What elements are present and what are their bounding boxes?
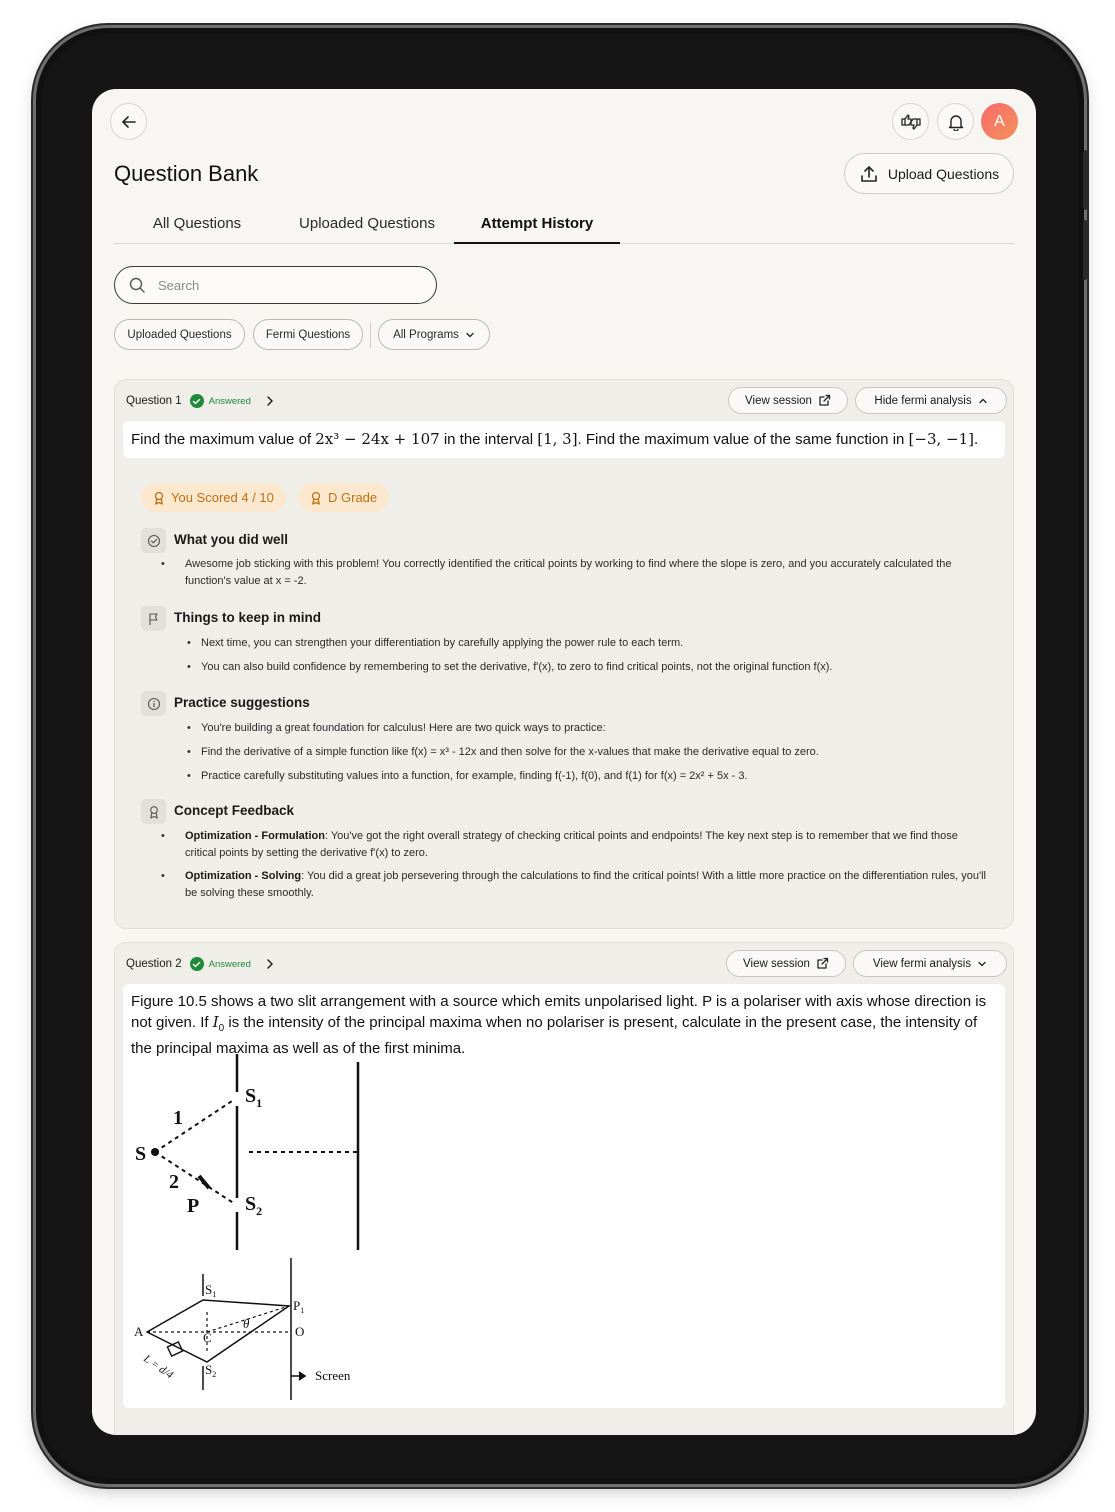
external-link-icon [818, 394, 831, 407]
back-button[interactable] [110, 103, 147, 140]
upload-questions-label: Upload Questions [887, 165, 1000, 182]
tab-bar [114, 207, 1014, 244]
slit-subscript: 2 [256, 1204, 263, 1218]
question-header[interactable] [126, 391, 277, 411]
question-label: Question 2 [126, 958, 182, 970]
feedback-practice [141, 691, 991, 783]
point-c-label: C [203, 1330, 212, 1345]
question-text-part: Find the maximum value of [131, 431, 316, 448]
path-difference-diagram [131, 1256, 371, 1404]
slit-subscript: 1 [212, 1290, 217, 1299]
upload-icon [859, 164, 879, 184]
tab-uploaded-questions[interactable]: Uploaded Questions [299, 215, 435, 232]
filter-chip-fermi-questions[interactable]: Fermi Questions [253, 319, 363, 350]
view-session-label: View session [745, 394, 812, 407]
search-icon [129, 277, 146, 294]
notifications-button[interactable] [937, 103, 974, 140]
filter-divider [370, 322, 371, 348]
feedback-item: • Awesome job sticking with this problem! You correctly identified the critical points by working to find where the slope is zero, and you accurately calculated the function's value at x = -2. [159, 556, 989, 590]
view-fermi-analysis-button[interactable] [853, 950, 1007, 977]
slit-s2-label [245, 1193, 262, 1218]
tab-attempt-history[interactable]: Attempt History [454, 215, 620, 244]
fermi-toggle-label: Hide fermi analysis [874, 394, 972, 407]
question-text-part: . Find the maximum value of the same function in [577, 431, 909, 448]
feedback-item: • Practice carefully substituting values into a function, for example, finding f(-1), f(0), and f(1) for f(x) = 2x² + 5x - 3. [185, 768, 985, 785]
question-card [114, 942, 1014, 1435]
feedback-item: • You can also build confidence by remembering to set the derivative, f'(x), to zero to find critical points, not the original function f(x). [185, 659, 985, 676]
chevron-down-icon [465, 330, 475, 340]
chevron-up-icon [978, 396, 988, 406]
point-label: P [293, 1298, 301, 1313]
source-label: S [135, 1143, 147, 1165]
question-text-part: is the intensity of the principal maxima when no polariser is present, calculate in the present case, the intensity of the principal maxima as well as of the first minima. [131, 1014, 978, 1057]
question-header[interactable] [126, 954, 277, 974]
search-input[interactable] [158, 278, 408, 293]
program-select-value: All Programs [393, 328, 459, 341]
thumbs-feedback-icon [900, 113, 922, 131]
feedback-did-well [141, 528, 991, 588]
polariser-label: P [187, 1195, 200, 1217]
math-function: 2x³ − 24x + 107 [315, 430, 440, 448]
slit-label: S [205, 1362, 213, 1377]
math-interval: [1, 3] [537, 430, 578, 448]
view-session-button[interactable] [728, 387, 848, 414]
concept-text: : You've got the right overall strategy of checking critical points and endpoints! The key next step is to remember that we find those critical points by setting the derivative f'(x) to zero. [185, 830, 958, 859]
feedback-title: What you did well [174, 532, 288, 547]
slit-subscript: 2 [212, 1370, 217, 1379]
double-slit-diagram [131, 1054, 371, 1254]
device-volume-button [1083, 220, 1087, 280]
info-icon [141, 691, 166, 716]
feedback-item: • You're building a great foundation for calculus! Here are two quick ways to practice: [185, 720, 985, 737]
feedback-item [159, 868, 989, 902]
chevron-down-icon [977, 959, 987, 969]
concept-term: Optimization - Formulation [185, 830, 325, 842]
status-badge [190, 394, 251, 408]
feedback-concept [141, 799, 991, 909]
feedback-keep-in-mind [141, 606, 991, 676]
length-label: L = d/4 [141, 1352, 176, 1382]
ray-1-label: 1 [173, 1107, 183, 1129]
view-session-button[interactable] [726, 950, 846, 977]
award-icon [310, 491, 322, 505]
tab-all-questions[interactable]: All Questions [152, 215, 242, 232]
status-label: Answered [208, 395, 251, 407]
concept-term: Optimization - Solving [185, 870, 302, 882]
question-text [123, 421, 1005, 458]
feedback-list [159, 556, 989, 590]
feedback-item [159, 828, 989, 862]
slit-label: S [245, 1193, 257, 1215]
question-text-part: in the interval [439, 431, 538, 448]
theta-label: θ [243, 1316, 250, 1331]
feedback-button[interactable] [892, 103, 929, 140]
hide-fermi-analysis-button[interactable] [855, 387, 1007, 414]
check-icon [190, 394, 204, 408]
question-text-part: Figure 10.5 shows a two slit arrangement with a source which emits unpolarised light. P is a polariser with axis whose direction is not given. If [131, 993, 987, 1031]
question-text [123, 984, 1005, 1408]
score-text: You Scored 4 / 10 [171, 490, 274, 505]
grade-text: D Grade [328, 490, 378, 505]
award-icon [141, 799, 166, 824]
back-arrow-icon [120, 113, 138, 131]
award-icon [153, 491, 165, 505]
question-label: Question 1 [126, 395, 182, 407]
page-title: Question Bank [114, 161, 259, 186]
check-circle-icon [141, 528, 166, 553]
slit-s1-label [205, 1282, 216, 1299]
slit-subscript: 1 [256, 1096, 263, 1110]
feedback-list [159, 828, 989, 902]
question-text-part: . [974, 431, 979, 448]
ray-2-label: 2 [169, 1171, 179, 1193]
chevron-right-icon[interactable] [263, 394, 277, 408]
external-link-icon [816, 957, 829, 970]
point-a-label: A [134, 1324, 144, 1339]
user-avatar[interactable]: A [981, 103, 1018, 140]
program-select[interactable] [378, 319, 490, 350]
status-label: Answered [208, 958, 251, 970]
feedback-list [185, 635, 985, 676]
question-card [114, 379, 1014, 929]
device-side-button [1083, 150, 1087, 210]
math-interval: [−3, −1] [908, 430, 975, 448]
feedback-title: Practice suggestions [174, 695, 310, 710]
search-box[interactable] [114, 266, 437, 304]
bell-icon [947, 113, 965, 131]
slit-s2-label [205, 1362, 216, 1379]
point-subscript: 1 [300, 1306, 305, 1315]
slit-label: S [245, 1085, 257, 1107]
feedback-title: Things to keep in mind [174, 610, 322, 625]
feedback-title: Concept Feedback [174, 803, 295, 818]
slit-label: S [205, 1282, 213, 1297]
chevron-right-icon[interactable] [263, 957, 277, 971]
app-screen [92, 89, 1036, 1435]
view-session-label: View session [743, 957, 810, 970]
concept-text: : You did a great job persevering through the calculations to find the critical points! With a little more practice on the differentiation rules, you'll be solving these smoothly. [185, 870, 987, 899]
status-badge [190, 957, 251, 971]
math-subscript: 0 [218, 1023, 225, 1034]
math-symbol: I [212, 1013, 219, 1031]
screen-label: Screen [315, 1368, 351, 1383]
grade-badge [298, 483, 389, 512]
score-badge [141, 483, 286, 512]
check-icon [190, 957, 204, 971]
point-p1-label [293, 1298, 304, 1315]
upload-questions-button[interactable] [844, 153, 1014, 194]
feedback-list [185, 720, 985, 785]
feedback-item: • Find the derivative of a simple function like f(x) = x³ - 12x and then solve for the x-values that make the derivative equal to zero. [185, 744, 985, 761]
slit-s1-label [245, 1085, 262, 1110]
flag-icon [141, 606, 166, 631]
point-o-label: O [295, 1324, 305, 1339]
fermi-toggle-label: View fermi analysis [872, 957, 972, 970]
feedback-item: • Next time, you can strengthen your differentiation by carefully applying the power rule to each term. [185, 635, 985, 652]
filter-chip-uploaded-questions[interactable]: Uploaded Questions [114, 319, 245, 350]
